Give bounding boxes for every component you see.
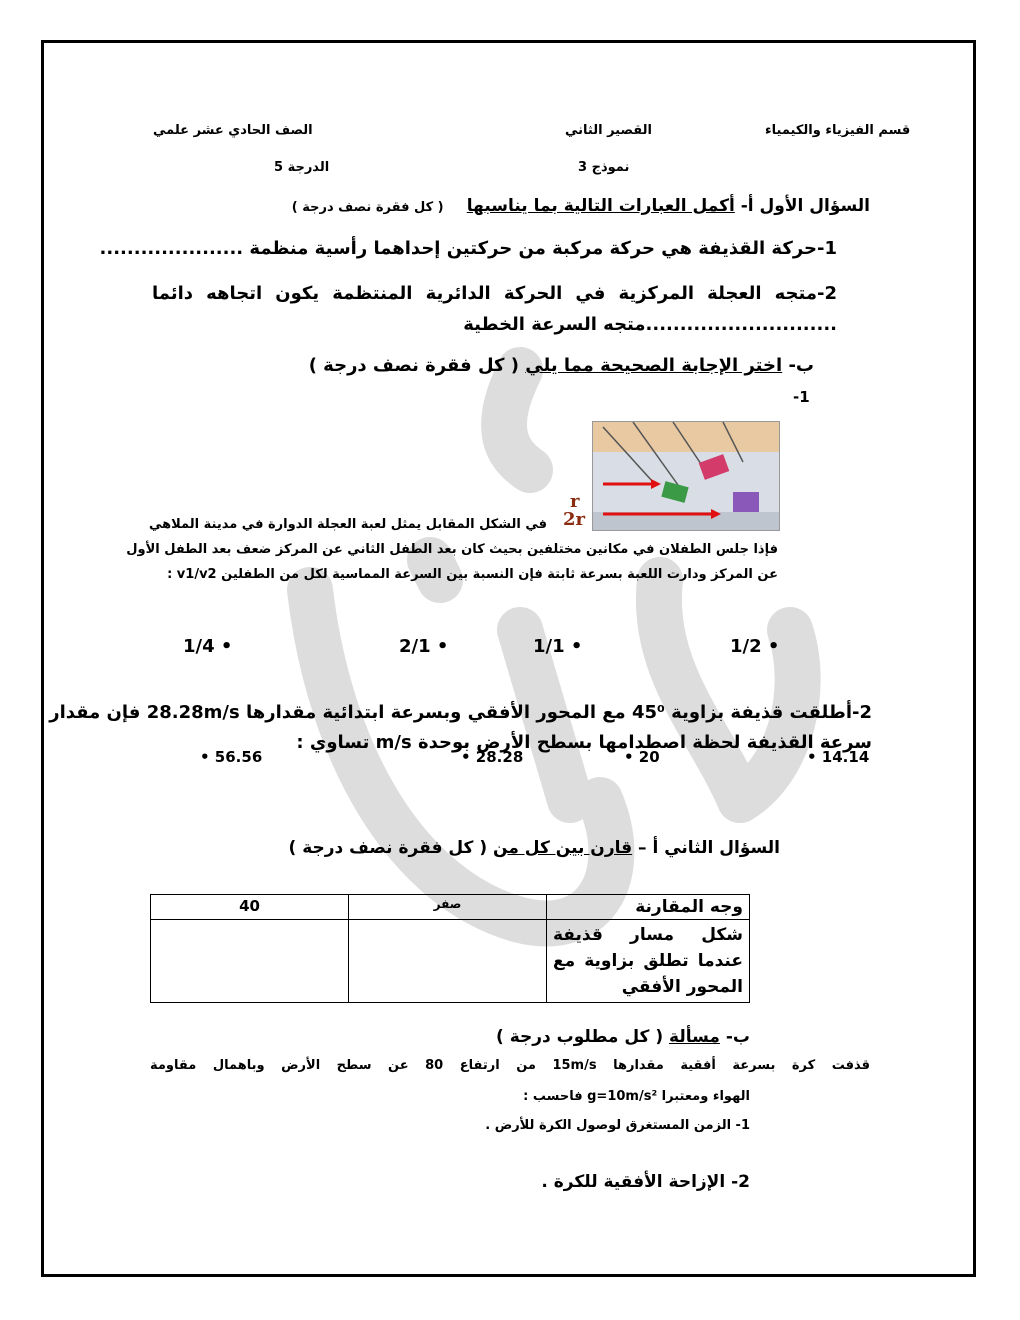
table-header-cell: وجه المقارنة [547, 895, 750, 920]
q1-title-prefix: السؤال الأول أ- [734, 196, 870, 216]
q1-item2-line2: ............................متجه السرعة الخطية [463, 314, 837, 335]
comparison-table [150, 894, 750, 1003]
q2-part-b-title [496, 1027, 750, 1047]
mc2-option[interactable]: • 56.56 [200, 748, 263, 766]
mc1-text-line1: في الشكل المقابل يمثل لعبة العجلة الدوارة في مدينة الملاهي [149, 517, 547, 532]
mc1-text-line2: فإذا جلس الطفلان في مكانين مختلفين بحيث كان بعد الطفل الثاني عن المركز ضعف بعد الطفل الأول [126, 542, 778, 557]
q1-item2-line1: 2-متجه العجلة المركزية في الحركة الدائرية المنتظمة يكون اتجاهه دائما [152, 283, 837, 304]
figure-label-2r: 2r [563, 509, 586, 530]
mc2-option[interactable]: • 14.14 [807, 748, 870, 766]
q1-part-b-title [309, 355, 814, 376]
q2-part-b-prefix: ب- [719, 1027, 750, 1047]
mc1-option[interactable]: 1/4 • [183, 636, 233, 657]
q2-title-note: ( كل فقرة نصف درجة ) [288, 838, 494, 858]
figure-label-r: r [570, 491, 580, 512]
mc1-option[interactable]: 1/2 • [730, 636, 780, 657]
amusement-ride-photo [592, 421, 780, 531]
q1-part-b-note: ( كل فقرة نصف درجة ) [308, 355, 526, 376]
mc2-line2: سرعة القذيفة لحظة اصطدامها بسطح الأرض بوحدة m/s تساوي : [296, 732, 872, 753]
problem-line2: الهواء ومعتبرا g=10m/s² فاحسب : [523, 1089, 750, 1104]
requirement-1: 1- الزمن المستغرق لوصول الكرة للأرض . [485, 1118, 750, 1133]
grade-class-label: الصف الحادي عشر علمي [153, 123, 313, 138]
mc1-number: -1 [793, 388, 810, 406]
table-header-cell: 40 [151, 895, 349, 920]
department-label: قسم الفيزياء والكيمياء [765, 123, 911, 138]
model-label: نموذج 3 [578, 160, 630, 175]
problem-line1: قذفت كرة بسرعة أفقية مقدارها 15m/s من ارتفاع 80 عن سطح الأرض وباهمال مقاومة [150, 1058, 870, 1073]
table-header-row [151, 895, 750, 920]
q2-title-prefix: السؤال الثاني أ – [632, 838, 780, 858]
page-border [41, 40, 976, 1277]
quiz-label: القصير الثاني [565, 123, 652, 138]
q2-title-main: قارن بين كل من [493, 838, 633, 858]
q1-title [292, 196, 870, 216]
score-label: الدرجة 5 [274, 160, 330, 175]
table-header-cell: صفر [349, 895, 547, 920]
q1-item1: 1-حركة القذيفة هي حركة مركبة من حركتين إحداهما رأسية منظمة ..................... [99, 238, 837, 259]
q2-part-b-main: مسألة [669, 1027, 720, 1047]
q1-title-main: أكمل العبارات التالية بما يناسبها [466, 196, 735, 216]
table-row [151, 920, 750, 1003]
table-row-label: شكل مسار قذيفة عندما تطلق بزاوية مع المحور الأفقي [547, 920, 750, 1003]
mc1-option[interactable]: 2/1 • [399, 636, 449, 657]
mc1-text-line3: عن المركز ودارت اللعبة بسرعة ثابتة فإن النسبة بين السرعة المماسية لكل من الطفلين v1/v2 : [167, 567, 778, 582]
q1-title-note: ( كل فقرة نصف درجة ) [291, 200, 444, 215]
q1-part-b-main: اختر الإجابة الصحيحة مما يلي [525, 355, 783, 376]
table-cell-answer[interactable] [349, 920, 547, 1003]
q2-part-b-note: ( كل مطلوب درجة ) [496, 1027, 670, 1047]
table-cell-answer[interactable] [151, 920, 349, 1003]
mc2-option[interactable]: • 28.28 [461, 748, 524, 766]
q1-part-b-prefix: ب- [782, 355, 814, 376]
mc2-line1: 2-أطلقت قذيفة بزاوية 45⁰ مع المحور الأفقي وبسرعة ابتدائية مقدارها 28.28m/s فإن مقدار [49, 702, 872, 723]
q2-title [289, 838, 781, 858]
requirement-2: 2- الإزاحة الأفقية للكرة . [541, 1172, 750, 1192]
mc1-option[interactable]: 1/1 • [533, 636, 583, 657]
mc2-option[interactable]: • 20 [624, 748, 660, 766]
